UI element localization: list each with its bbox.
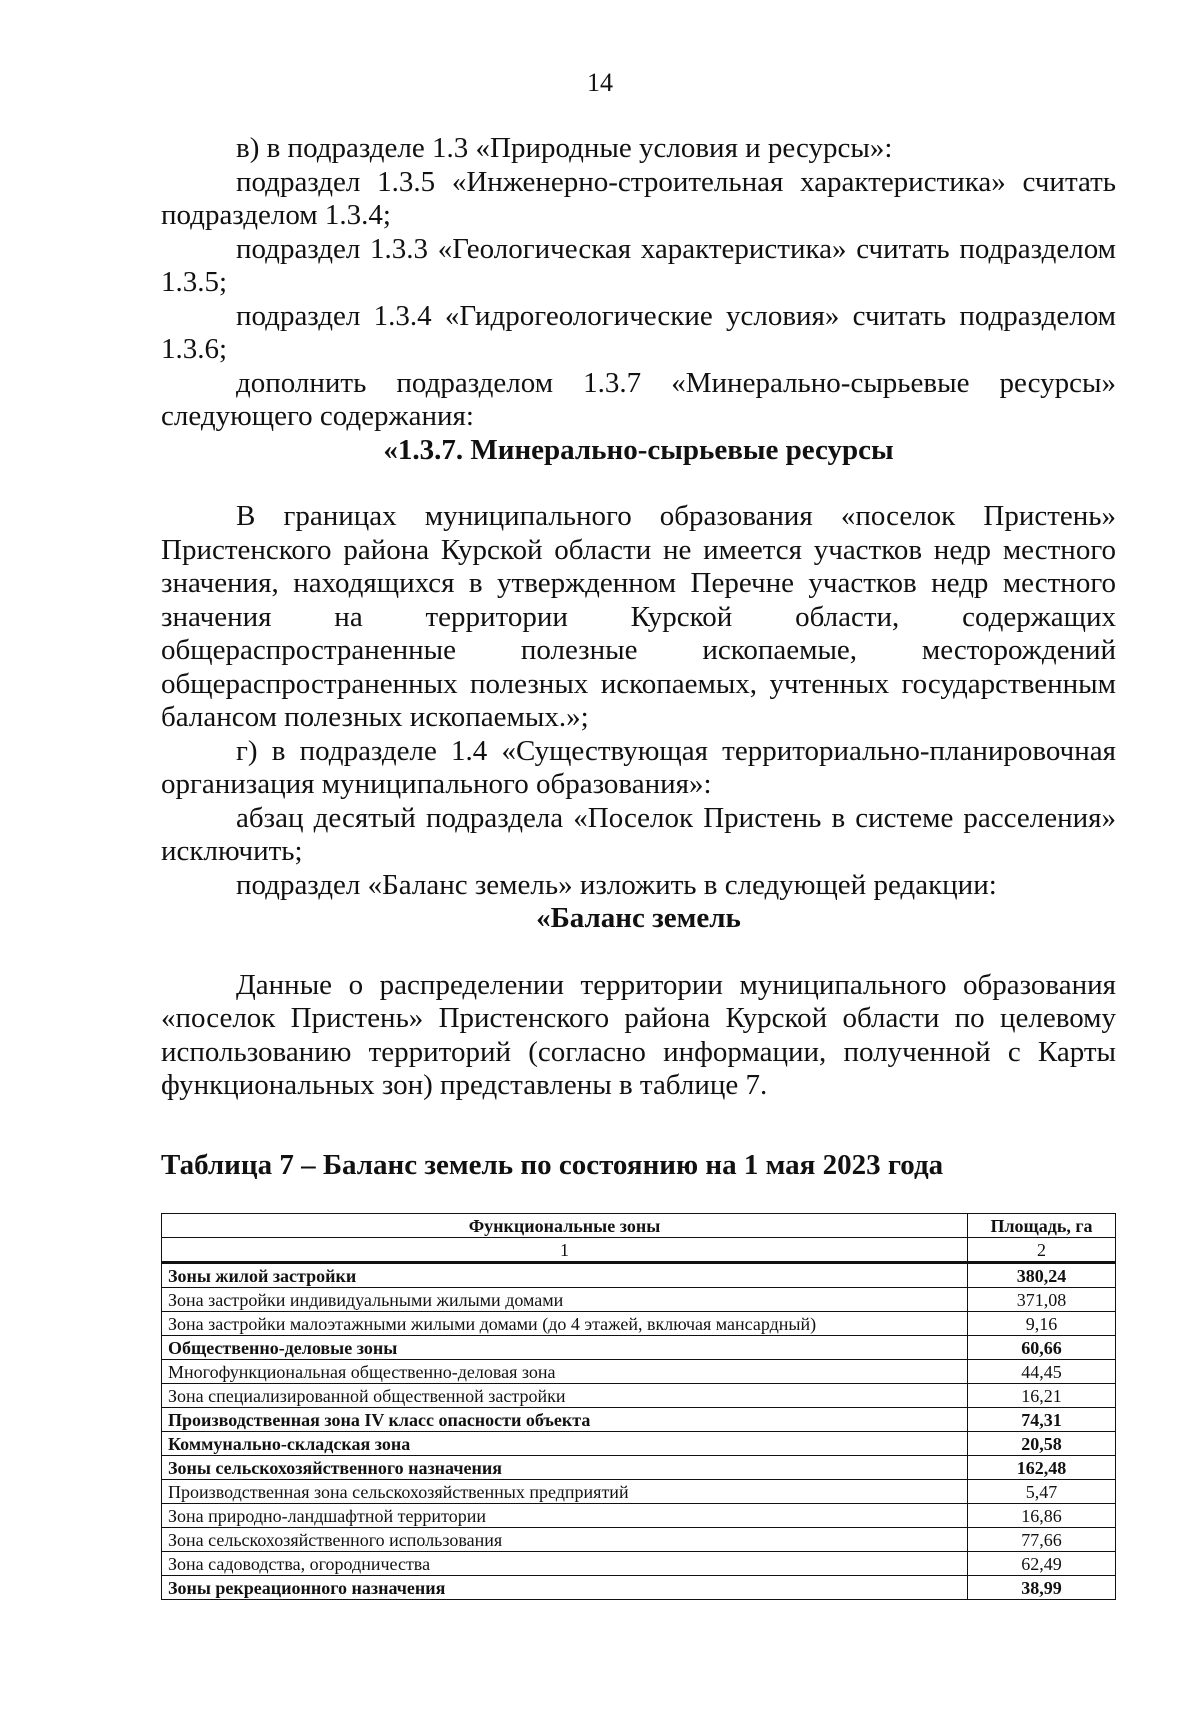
column-number-row [162,1238,1116,1263]
area-cell: 16,21 [968,1384,1116,1408]
area-cell: 77,66 [968,1528,1116,1552]
paragraph-land-balance-intro: подраздел «Баланс земель» изложить в следующей редакции: [236,868,997,901]
paragraph-subsection-1-4: г) в подразделе 1.4 «Существующая территориально-планировочная организация муниципального образования»: [161,734,1116,800]
zone-name-cell: Зоны жилой застройки [162,1263,968,1288]
paragraph-subsection-1-3: в) в подразделе 1.3 «Природные условия и ресурсы»: [236,132,893,164]
heading-mineral-resources: «1.3.7. Минерально-сырьевые ресурсы [383,433,894,466]
zone-name-cell: Коммунально-складская зона [162,1432,968,1456]
table-row [162,1288,1116,1312]
zone-name-cell: Производственная зона сельскохозяйственных предприятий [162,1480,968,1504]
zone-name-cell: Зона специализированной общественной застройки [162,1384,968,1408]
area-cell: 20,58 [968,1432,1116,1456]
table-row [162,1456,1116,1480]
zone-name-cell: Зона сельскохозяйственного использования [162,1528,968,1552]
area-cell: 74,31 [968,1408,1116,1432]
paragraph-1-3-3: подраздел 1.3.3 «Геологическая характеристика» считать подразделом 1.3.5; [161,232,1116,298]
table-row [162,1552,1116,1576]
zone-name-cell: Многофункциональная общественно-деловая зона [162,1360,968,1384]
page-number: 14 [587,68,613,97]
zone-name-cell: Производственная зона IV класс опасности объекта [162,1408,968,1432]
paragraph-settlement-system: абзац десятый подраздела «Поселок Пристень в системе расселения» исключить; [161,801,1116,867]
document-body [161,132,1116,1103]
column-number: 1 [162,1238,968,1263]
table-row [162,1312,1116,1336]
paragraph-land-distribution: Данные о распределении территории муниципального образования «поселок Пристень» Пристенского района Курской области по целевому использованию территорий (согласно информации, полученной с Карты функциональных зон) представлены в таблице 7. [161,968,1116,1101]
area-cell: 371,08 [968,1288,1116,1312]
header-area: Площадь, га [968,1214,1116,1238]
paragraph-1-3-5: подраздел 1.3.5 «Инженерно-строительная характеристика» считать подразделом 1.3.4; [161,165,1116,231]
zone-name-cell: Зона садоводства, огородничества [162,1552,968,1576]
header-functional-zones: Функциональные зоны [162,1214,968,1238]
table-row [162,1528,1116,1552]
table-row [162,1504,1116,1528]
area-cell: 9,16 [968,1312,1116,1336]
area-cell: 380,24 [968,1263,1116,1288]
zone-name-cell: Зоны рекреационного назначения [162,1576,968,1600]
zone-name-cell: Зона застройки индивидуальными жилыми домами [162,1288,968,1312]
heading-land-balance: «Баланс земель [536,902,741,934]
paragraph-add-1-3-7: дополнить подразделом 1.3.7 «Минерально-сырьевые ресурсы» следующего содержания: [161,366,1116,432]
paragraph-1-3-4: подраздел 1.3.4 «Гидрогеологические условия» считать подразделом 1.3.6; [161,299,1116,365]
table-header-row [162,1214,1116,1238]
table-row [162,1480,1116,1504]
area-cell: 60,66 [968,1336,1116,1360]
table-row [162,1408,1116,1432]
zone-name-cell: Зона природно-ландшафтной территории [162,1504,968,1528]
paragraph-mineral-resources: В границах муниципального образования «поселок Пристень» Пристенского района Курской области не имеется участков недр местного значения, находящихся в утвержденном Перечне участков недр местного значения на территории Курской области, содержащих общераспространенные полезные ископаемые, месторождений общераспространенных полезных ископаемых, учтенных государственным балансом полезных ископаемых.»; [161,500,1116,733]
table-row [162,1576,1116,1600]
column-number: 2 [968,1238,1116,1263]
zone-name-cell: Зона застройки малоэтажными жилыми домами (до 4 этажей, включая мансардный) [162,1312,968,1336]
table-row [162,1432,1116,1456]
table-row [162,1384,1116,1408]
table-row [162,1263,1116,1288]
land-balance-table [161,1213,1116,1600]
area-cell: 44,45 [968,1360,1116,1384]
area-cell: 38,99 [968,1576,1116,1600]
zone-name-cell: Зоны сельскохозяйственного назначения [162,1456,968,1480]
area-cell: 62,49 [968,1552,1116,1576]
table-row [162,1360,1116,1384]
area-cell: 162,48 [968,1456,1116,1480]
area-cell: 16,86 [968,1504,1116,1528]
table-title: Таблица 7 – Баланс земель по состоянию на 1 мая 2023 года [161,1149,944,1181]
area-cell: 5,47 [968,1480,1116,1504]
zone-name-cell: Общественно-деловые зоны [162,1336,968,1360]
table-row [162,1336,1116,1360]
